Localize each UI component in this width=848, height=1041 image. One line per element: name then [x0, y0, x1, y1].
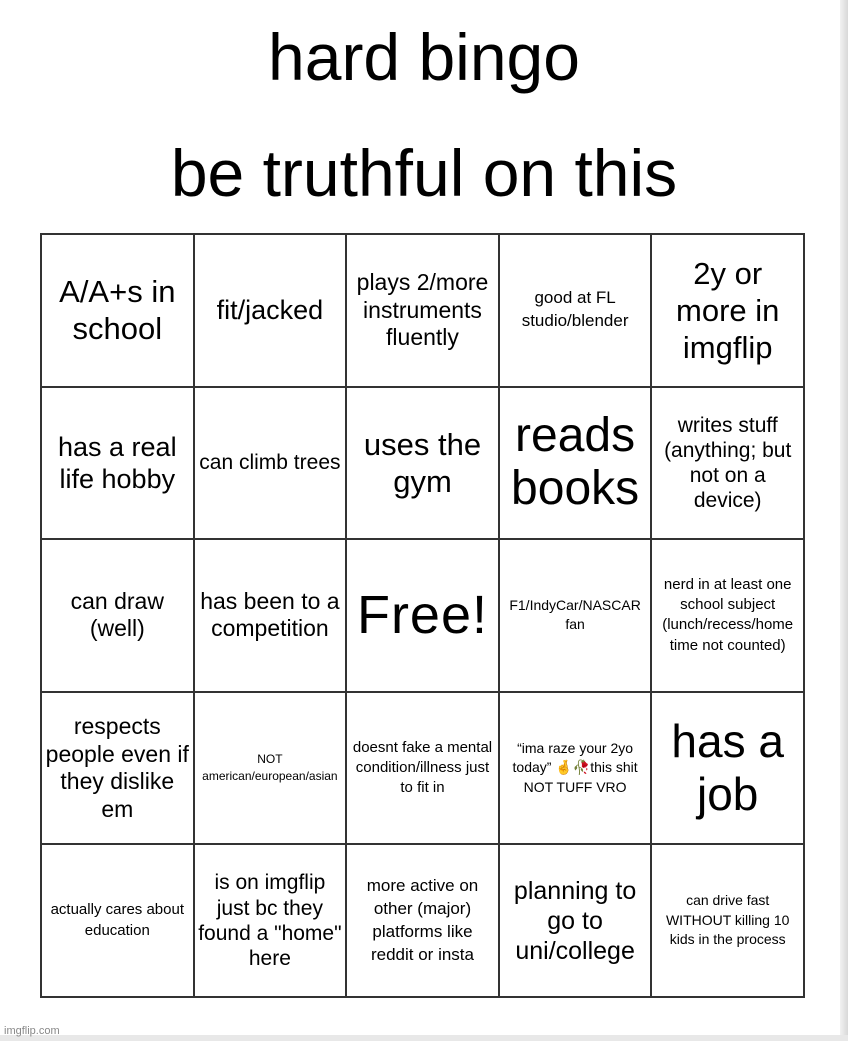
bingo-cell-label: has been to a competition	[200, 587, 340, 642]
bingo-cell-label: good at FL studio/blender	[521, 288, 629, 331]
bingo-cell[interactable]	[652, 540, 805, 693]
bingo-cell-label: A/A+s in school	[59, 274, 176, 347]
bingo-cell[interactable]	[42, 235, 195, 388]
bingo-cell[interactable]	[195, 693, 348, 846]
bingo-cell-label: uses the gym	[363, 426, 482, 499]
bingo-cell-label: nerd in at least one school subject (lunch/recess/home time not counted)	[662, 575, 794, 654]
bingo-cell-label: plays 2/more instruments fluently	[356, 268, 489, 351]
bingo-cell-label: 2y or more in imgflip	[676, 255, 780, 365]
bingo-cell-label: reads books	[511, 409, 640, 515]
bingo-cell-label: has a job	[671, 715, 784, 821]
bingo-cell-label: respects people even if they dislike em	[45, 712, 189, 822]
bingo-cell-label: can drive fast WITHOUT killing 10 kids in the process	[665, 892, 790, 948]
bingo-cell[interactable]	[195, 845, 348, 998]
bingo-cell-label: doesnt fake a mental condition/illness just to fit in	[352, 738, 493, 797]
bingo-free-cell[interactable]	[347, 540, 500, 693]
bingo-cell[interactable]	[195, 540, 348, 693]
bingo-cell-label: more active on other (major) platforms like reddit or insta	[366, 875, 479, 964]
bingo-cell-label: has a real life hobby	[58, 431, 177, 494]
bingo-cell[interactable]	[652, 845, 805, 998]
bingo-cell-label: NOT american/european/asian	[202, 752, 338, 784]
page-bottom-edge	[0, 1035, 848, 1041]
bingo-cell[interactable]	[195, 235, 348, 388]
bingo-cell[interactable]	[42, 845, 195, 998]
bingo-cell-label: planning to go to uni/college	[513, 876, 637, 965]
bingo-cell[interactable]	[652, 388, 805, 541]
bingo-cell-label: “ima raze your 2yo today” 🤞🥀this shit NOT TUFF VRO	[512, 739, 638, 795]
bingo-cell[interactable]	[42, 693, 195, 846]
watermark: imgflip.com	[4, 1025, 60, 1037]
bingo-cell[interactable]	[347, 388, 500, 541]
bingo-cell-label: fit/jacked	[216, 295, 324, 326]
page-subtitle: be truthful on this	[170, 136, 678, 210]
bingo-cell[interactable]	[347, 693, 500, 846]
bingo-cell[interactable]	[652, 235, 805, 388]
bingo-cell[interactable]	[652, 693, 805, 846]
bingo-board	[40, 233, 805, 998]
bingo-free-label: Free!	[356, 585, 489, 646]
page-title: hard bingo	[268, 20, 580, 94]
bingo-cell-label: writes stuff (anything; but not on a device)	[664, 413, 792, 513]
bingo-cell[interactable]	[500, 235, 653, 388]
bingo-cell[interactable]	[500, 388, 653, 541]
bingo-cell-label: can draw (well)	[70, 587, 164, 642]
bingo-cell-label: is on imgflip just bc they found a "home" here	[198, 871, 342, 970]
bingo-cell-label: F1/IndyCar/NASCAR fan	[509, 596, 641, 633]
bingo-cell-label: can climb trees	[199, 451, 341, 475]
bingo-cell[interactable]	[500, 540, 653, 693]
bingo-cell[interactable]	[500, 693, 653, 846]
bingo-cell[interactable]	[195, 388, 348, 541]
bingo-cell[interactable]	[42, 388, 195, 541]
bingo-cell[interactable]	[500, 845, 653, 998]
bingo-cell-label: actually cares about education	[50, 901, 184, 939]
bingo-cell[interactable]	[347, 845, 500, 998]
bingo-cell[interactable]	[347, 235, 500, 388]
bingo-cell[interactable]	[42, 540, 195, 693]
